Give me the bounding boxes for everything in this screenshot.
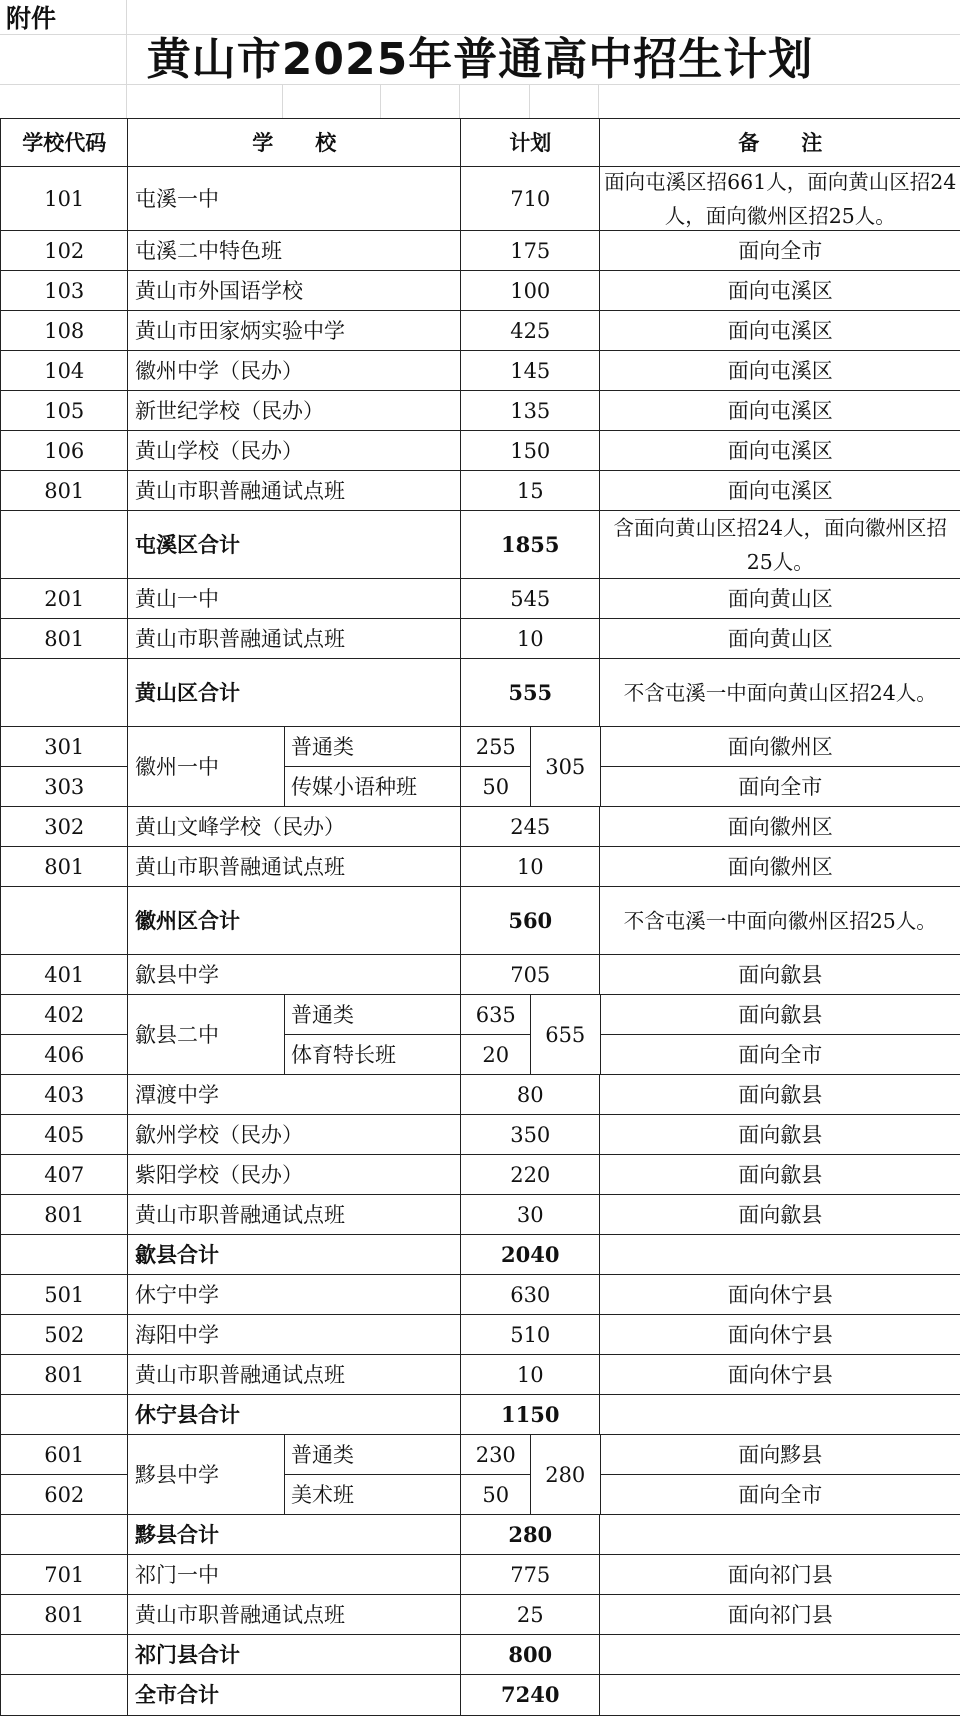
school-name: 潭渡中学 [127,1074,462,1116]
school-plan-total: 280 [530,1434,601,1516]
school-code [0,1514,129,1556]
remark: 面向徽州区 [599,726,960,768]
school-name: 歙州学校（民办） [127,1114,462,1156]
page-title: 黄山市2025年普通高中招生计划 [146,34,814,85]
school-code [0,886,129,956]
class-category: 普通类 [283,726,462,768]
school-name: 徽州中学（民办） [127,350,462,392]
class-category: 普通类 [283,994,462,1036]
district-total-plan: 1150 [460,1394,601,1436]
school-name: 歙县中学 [127,954,462,996]
school-code: 301 [0,726,129,768]
remark [599,1394,960,1436]
class-plan: 230 [460,1434,532,1476]
school-code: 108 [0,310,129,352]
school-plan: 775 [460,1554,601,1596]
school-plan-total: 305 [530,726,601,808]
school-plan-total: 655 [530,994,601,1076]
school-code: 401 [0,954,129,996]
school-name: 祁门一中 [127,1554,462,1596]
class-plan: 255 [460,726,532,768]
school-plan: 15 [460,470,601,512]
remark: 面向歙县 [599,1074,960,1116]
school-code: 101 [0,166,129,232]
district-total-plan: 560 [460,886,601,956]
school-code: 105 [0,390,129,432]
school-name: 黄山市职普融通试点班 [127,470,462,512]
school-code [0,510,129,580]
header-school: 学 校 [127,118,462,168]
district-total-plan: 280 [460,1514,601,1556]
district-total-label: 黄山区合计 [127,658,462,728]
school-plan: 10 [460,846,601,888]
school-code: 502 [0,1314,129,1356]
class-plan: 635 [460,994,532,1036]
school-code: 801 [0,1594,129,1636]
grid-line [282,84,283,118]
school-plan: 10 [460,1354,601,1396]
school-code [0,1634,129,1676]
district-total-plan: 7240 [460,1674,601,1716]
remark: 面向屯溪区 [599,350,960,392]
district-total-label: 休宁县合计 [127,1394,462,1436]
school-plan: 145 [460,350,601,392]
remark: 面向祁门县 [599,1554,960,1596]
remark: 面向全市 [599,1474,960,1516]
header-code: 学校代码 [0,118,129,168]
remark: 面向全市 [599,1034,960,1076]
remark: 不含屯溪一中面向黄山区招24人。 [599,658,960,728]
remark: 面向屯溪区 [599,430,960,472]
district-total-plan: 800 [460,1634,601,1676]
school-plan: 545 [460,578,601,620]
school-name: 屯溪二中特色班 [127,230,462,272]
school-plan: 175 [460,230,601,272]
school-code: 201 [0,578,129,620]
school-code [0,1234,129,1276]
school-code: 106 [0,430,129,472]
school-plan: 350 [460,1114,601,1156]
header-note: 备 注 [599,118,960,168]
school-plan: 245 [460,806,601,848]
remark: 面向黄山区 [599,578,960,620]
school-code [0,658,129,728]
school-code: 407 [0,1154,129,1196]
school-code [0,1394,129,1436]
district-total-plan: 555 [460,658,601,728]
school-name: 紫阳学校（民办） [127,1154,462,1196]
school-name: 黄山学校（民办） [127,430,462,472]
school-code: 801 [0,1194,129,1236]
school-name: 徽州一中 [127,726,285,808]
school-name: 黄山市职普融通试点班 [127,846,462,888]
school-plan: 30 [460,1194,601,1236]
school-plan: 135 [460,390,601,432]
school-plan: 710 [460,166,601,232]
class-plan: 50 [460,766,532,808]
school-name: 屯溪一中 [127,166,462,232]
district-total-label: 黟县合计 [127,1514,462,1556]
remark: 面向全市 [599,766,960,808]
class-category: 普通类 [283,1434,462,1476]
grid-line [459,84,460,118]
district-total-label: 祁门县合计 [127,1634,462,1676]
remark [599,1514,960,1556]
school-code [0,1674,129,1716]
school-plan: 80 [460,1074,601,1116]
school-plan: 100 [460,270,601,312]
school-plan: 705 [460,954,601,996]
school-plan: 150 [460,430,601,472]
header-plan: 计划 [460,118,601,168]
remark: 面向歙县 [599,954,960,996]
school-name: 黄山市职普融通试点班 [127,1594,462,1636]
school-code: 501 [0,1274,129,1316]
remark: 面向屯溪区 [599,310,960,352]
school-plan: 10 [460,618,601,660]
class-plan: 50 [460,1474,532,1516]
grid-line [529,84,530,118]
school-code: 701 [0,1554,129,1596]
school-name: 黄山市外国语学校 [127,270,462,312]
school-code: 801 [0,1354,129,1396]
class-category: 美术班 [283,1474,462,1516]
school-code: 405 [0,1114,129,1156]
remark: 含面向黄山区招24人，面向徽州区招25人。 [599,510,960,580]
remark: 面向徽州区 [599,806,960,848]
remark: 面向祁门县 [599,1594,960,1636]
remark [599,1634,960,1676]
school-name: 黟县中学 [127,1434,285,1516]
school-plan: 510 [460,1314,601,1356]
district-total-label: 屯溪区合计 [127,510,462,580]
class-plan: 20 [460,1034,532,1076]
remark: 不含屯溪一中面向徽州区招25人。 [599,886,960,956]
remark: 面向歙县 [599,1114,960,1156]
remark: 面向歙县 [599,994,960,1036]
remark: 面向屯溪区 [599,390,960,432]
district-total-label: 全市合计 [127,1674,462,1716]
district-total-label: 徽州区合计 [127,886,462,956]
school-code: 103 [0,270,129,312]
school-plan: 220 [460,1154,601,1196]
class-category: 传媒小语种班 [283,766,462,808]
remark: 面向徽州区 [599,846,960,888]
grid-line [598,84,599,118]
school-name: 黄山文峰学校（民办） [127,806,462,848]
school-code: 302 [0,806,129,848]
school-code: 402 [0,994,129,1036]
remark: 面向歙县 [599,1194,960,1236]
remark: 面向休宁县 [599,1354,960,1396]
school-code: 801 [0,470,129,512]
remark: 面向黟县 [599,1434,960,1476]
school-plan: 25 [460,1594,601,1636]
school-name: 黄山市职普融通试点班 [127,618,462,660]
school-name: 黄山市职普融通试点班 [127,1354,462,1396]
school-name: 黄山市职普融通试点班 [127,1194,462,1236]
school-code: 801 [0,846,129,888]
school-name: 休宁中学 [127,1274,462,1316]
school-code: 801 [0,618,129,660]
school-name: 歙县二中 [127,994,285,1076]
remark [599,1234,960,1276]
district-total-plan: 1855 [460,510,601,580]
school-code: 601 [0,1434,129,1476]
school-name: 黄山一中 [127,578,462,620]
remark: 面向屯溪区 [599,270,960,312]
grid-line [380,84,381,118]
remark: 面向全市 [599,230,960,272]
remark: 面向休宁县 [599,1274,960,1316]
remark: 面向黄山区 [599,618,960,660]
school-plan: 425 [460,310,601,352]
school-name: 新世纪学校（民办） [127,390,462,432]
district-total-label: 歙县合计 [127,1234,462,1276]
school-code: 104 [0,350,129,392]
remark: 面向屯溪区 [599,470,960,512]
school-code: 406 [0,1034,129,1076]
class-category: 体育特长班 [283,1034,462,1076]
school-name: 海阳中学 [127,1314,462,1356]
remark: 面向休宁县 [599,1314,960,1356]
remark: 面向屯溪区招661人，面向黄山区招24人，面向徽州区招25人。 [599,166,960,232]
remark: 面向歙县 [599,1154,960,1196]
district-total-plan: 2040 [460,1234,601,1276]
school-name: 黄山市田家炳实验中学 [127,310,462,352]
school-code: 102 [0,230,129,272]
school-code: 403 [0,1074,129,1116]
school-code: 303 [0,766,129,808]
school-plan: 630 [460,1274,601,1316]
attachment-label: 附件 [6,4,57,33]
remark [599,1674,960,1716]
school-code: 602 [0,1474,129,1516]
